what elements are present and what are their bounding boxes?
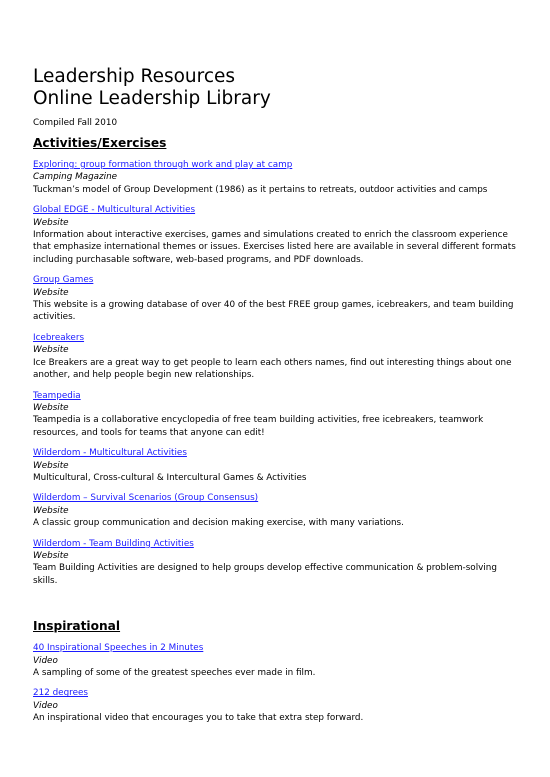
resource-description: A classic group communication and decision making exercise, with many variations.: [33, 518, 404, 529]
resource-type: Video: [33, 655, 58, 666]
resource-description: Multicultural, Cross-cultural & Intercultural Games & Activities: [33, 472, 307, 483]
resource-description: This website is a growing database of over 40 of the best FREE group games, icebreakers, and team building activities.: [33, 300, 514, 323]
resource-type: Website: [33, 217, 69, 228]
section-heading-activities: Activities/Exercises: [33, 136, 167, 150]
resource-entry: [33, 447, 520, 484]
resource-description: Team Building Activities are designed to help groups develop effective communication & problem-solving skills.: [33, 563, 497, 586]
resource-link[interactable]: Wilderdom - Team Building Activities: [33, 538, 194, 549]
resource-type: Video: [33, 700, 58, 711]
resource-link[interactable]: Exploring: group formation through work and play at camp: [33, 160, 293, 170]
resource-description: Tuckman’s model of Group Development (1986) as it pertains to retreats, outdoor activities and camps: [33, 184, 488, 195]
resource-type: Website: [33, 550, 69, 561]
resource-link[interactable]: Wilderdom - Multicultural Activities: [33, 448, 187, 459]
resource-link[interactable]: Icebreakers: [33, 332, 85, 343]
resource-type: Website: [33, 505, 69, 516]
resource-entry: [33, 538, 520, 588]
title-line-1: Leadership Resources: [33, 66, 236, 87]
resource-description: An inspirational video that encourages you to take that extra step forward.: [33, 713, 364, 724]
resource-link[interactable]: 40 Inspirational Speeches in 2 Minutes: [33, 643, 204, 654]
resource-entry: [33, 204, 520, 266]
resource-description: Information about interactive exercises, games and simulations created to enrich the classroom experience that emphasize international themes or issues. Exercises listed here are available in several different formats including purchasable software, web-based programs, and PDF downloads.: [33, 230, 516, 265]
resource-description: Ice Breakers are a great way to get people to learn each others names, find out interesting things about one another, and help people begin new relationships.: [33, 357, 512, 381]
resource-link[interactable]: Teampedia: [33, 390, 81, 401]
resource-link[interactable]: Global EDGE - Multicultural Activities: [33, 205, 196, 216]
resource-description: A sampling of some of the greatest speeches ever made in film.: [33, 668, 316, 678]
resource-type: Camping Magazine: [33, 172, 118, 183]
resource-entry: [33, 274, 520, 324]
resource-type: Website: [33, 287, 69, 298]
resource-description: Teampedia is a collaborative encyclopedia of free team building activities, free icebreakers, teamwork resources, and tools for teams that anyone can edit!: [33, 415, 484, 438]
resource-type: Website: [33, 345, 69, 356]
section-heading-inspirational: Inspirational: [33, 619, 121, 634]
resource-entry: [33, 390, 520, 440]
resource-entry: [33, 642, 520, 679]
resource-type: Website: [33, 460, 69, 471]
resource-link[interactable]: Wilderdom – Survival Scenarios (Group Consensus): [33, 493, 259, 504]
resource-link[interactable]: Group Games: [33, 275, 94, 286]
resource-type: Website: [33, 402, 69, 413]
resource-entry: [33, 159, 520, 196]
page-title: [33, 66, 520, 110]
resource-entry: [33, 492, 520, 529]
title-line-2: Online Leadership Library: [33, 88, 271, 109]
resource-entry: [33, 332, 520, 382]
resource-link[interactable]: 212 degrees: [33, 688, 88, 699]
compiled-date: Compiled Fall 2010: [33, 118, 118, 128]
resource-entry: [33, 687, 520, 724]
